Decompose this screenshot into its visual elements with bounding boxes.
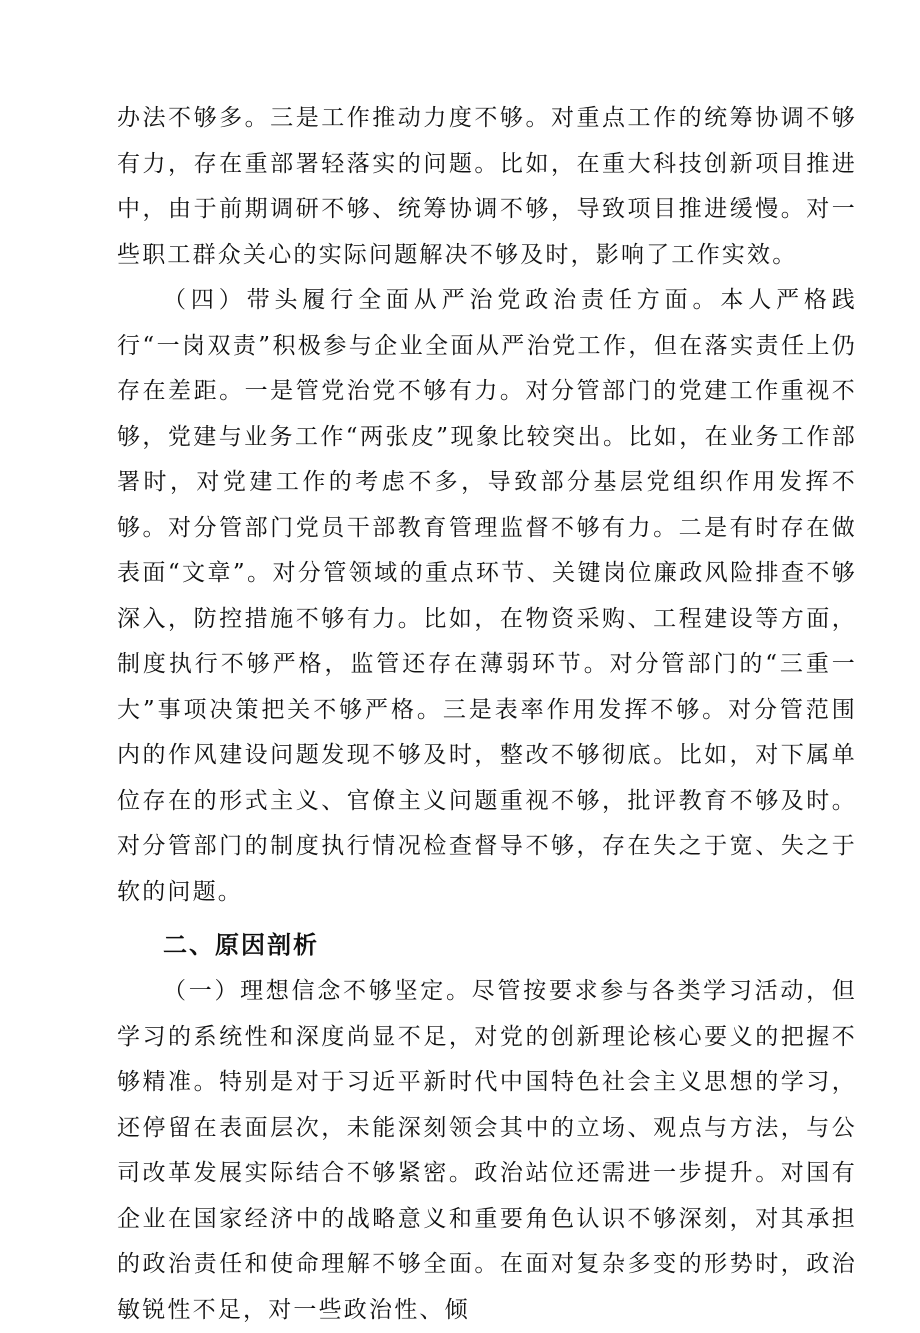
paragraph-continuation: 办法不够多。三是工作推动力度不够。对重点工作的统筹协调不够有力，存在重部署轻落实的问题。比如，在重大科技创新项目推进中，由于前期调研不够、统筹协调不够，导致项目推进缓慢。对一些职工群众关心的实际问题解决不够及时，影响了工作实效。 <box>117 105 857 268</box>
section-heading: 二、原因剖析 <box>163 931 319 959</box>
document-page <box>117 96 857 1333</box>
paragraph-section-four: （四）带头履行全面从严治党政治责任方面。本人严格践行“一岗双责”积极参与企业全面从严治党工作，但在落实责任上仍存在差距。一是管党治党不够有力。对分管部门的党建工作重视不够，党建与业务工作“两张皮”现象比较突出。比如，在业务工作部署时，对党建工作的考虑不多，导致部分基层党组织作用发挥不够。对分管部门党员干部教育管理监督不够有力。二是有时存在做表面“文章”。对分管领域的重点环节、关键岗位廉政风险排查不够深入，防控措施不够有力。比如，在物资采购、工程建设等方面，制度执行不够严格，监管还存在薄弱环节。对分管部门的“三重一大”事项决策把关不够严格。三是表率作用发挥不够。对分管范围内的作风建设问题发现不够及时，整改不够彻底。比如，对下属单位存在的形式主义、官僚主义问题重视不够，批评教育不够及时。对分管部门的制度执行情况检查督导不够，存在失之于宽、失之于软的问题。 <box>117 287 857 905</box>
paragraph-cause-one: （一）理想信念不够坚定。尽管按要求参与各类学习活动，但学习的系统性和深度尚显不足，对党的创新理论核心要义的把握不够精准。特别是对于习近平新时代中国特色社会主义思想的学习，还停留在表面层次，未能深刻领会其中的立场、观点与方法，与公司改革发展实际结合不够紧密。政治站位还需进一步提升。对国有企业在国家经济中的战略意义和重要角色认识不够深刻，对其承担的政治责任和使命理解不够全面。在面对复杂多变的形势时，政治敏锐性不足，对一些政治性、倾 <box>117 978 857 1323</box>
